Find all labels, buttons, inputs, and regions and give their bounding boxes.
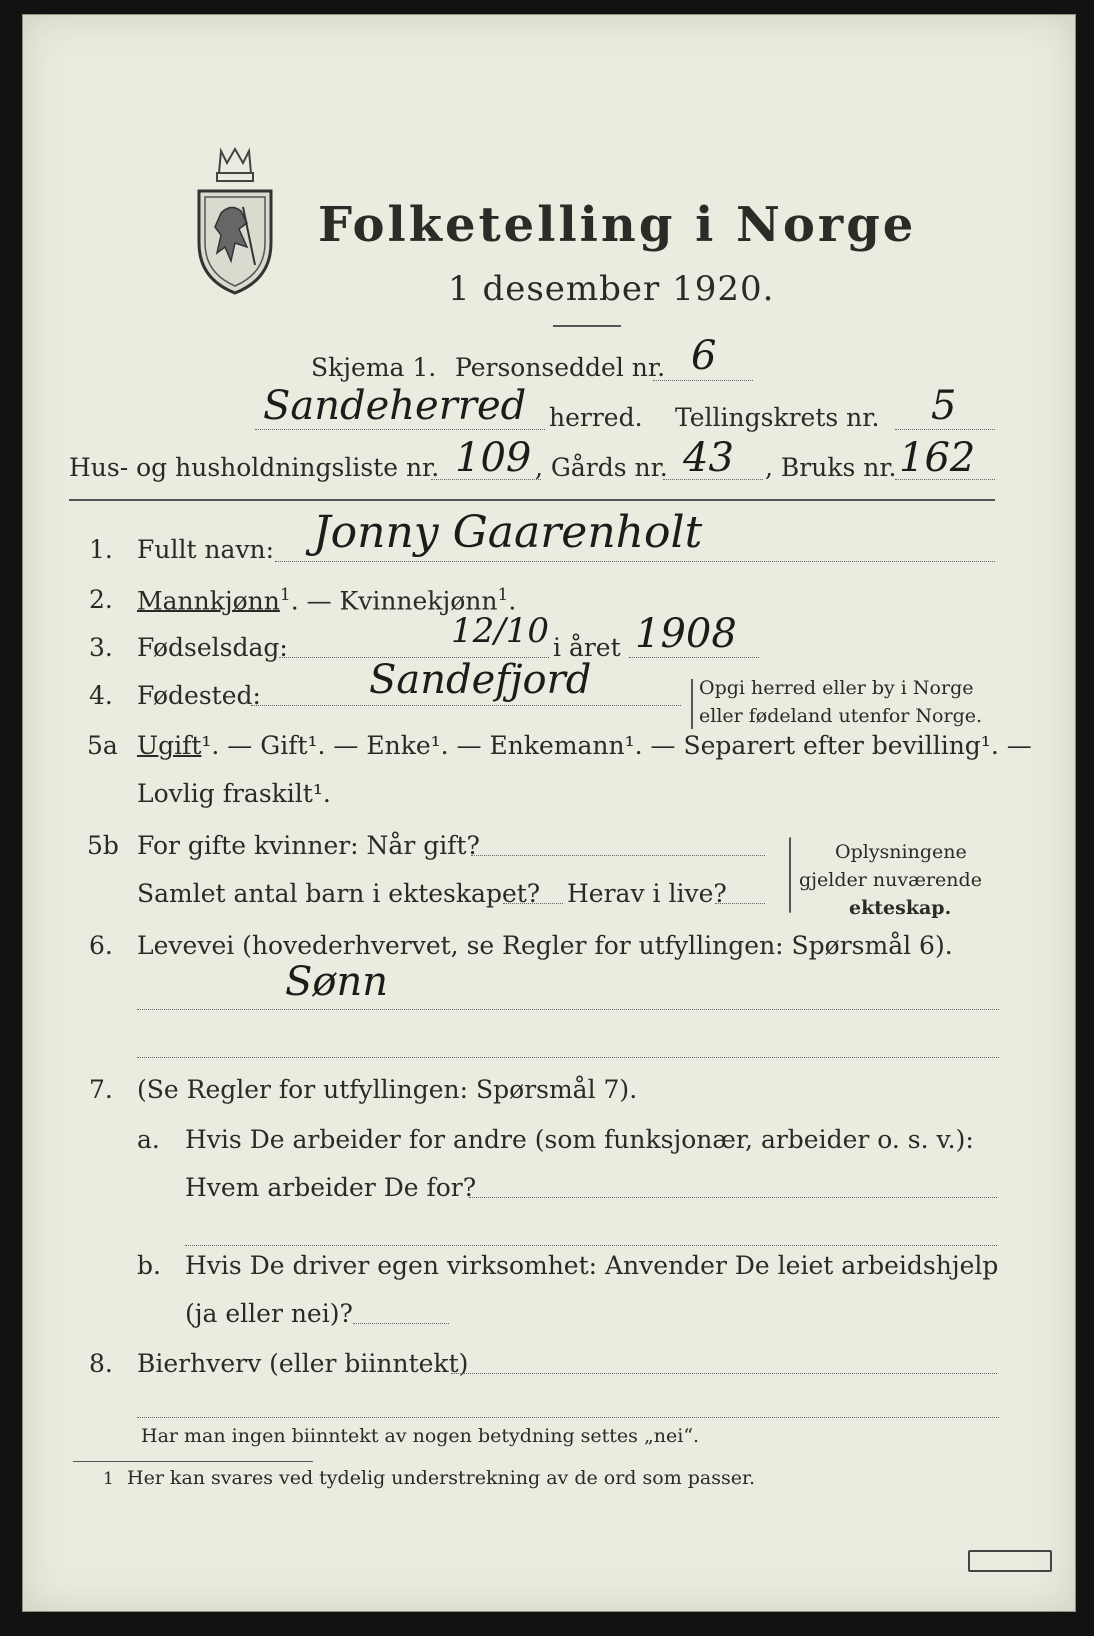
- q3-label: Fødselsdag:: [137, 633, 288, 662]
- q6-label: Levevei (hovederhvervet, se Regler for utfyllingen: Spørsmål 6).: [137, 931, 953, 960]
- q5a-options: [137, 731, 1032, 760]
- side-income-field-line2[interactable]: [137, 1417, 999, 1418]
- bruks-label: , Bruks nr.: [765, 453, 897, 482]
- q5b-number: 5b: [87, 831, 119, 860]
- birth-day-value[interactable]: 12/10: [451, 611, 549, 651]
- q6-number: 6.: [89, 931, 113, 960]
- aaret-label: i året: [553, 633, 621, 662]
- bruks-value[interactable]: 162: [899, 435, 976, 481]
- gaards-value[interactable]: 43: [683, 435, 734, 481]
- tellingskrets-value[interactable]: 5: [931, 383, 957, 429]
- q7b-line2: (ja eller nei)?: [185, 1299, 353, 1328]
- hus-value[interactable]: 109: [455, 435, 532, 481]
- footnote-number: 1: [103, 1469, 114, 1489]
- herred-label: herred.: [549, 403, 643, 432]
- side-income-field[interactable]: [451, 1373, 997, 1374]
- q8-number: 8.: [89, 1349, 113, 1378]
- birthplace-value[interactable]: Sandefjord: [369, 657, 592, 703]
- q1-number: 1.: [89, 535, 113, 564]
- coat-of-arms-icon: [191, 143, 279, 295]
- employer-field-line2[interactable]: [185, 1245, 997, 1246]
- q1-label: Fullt navn:: [137, 535, 275, 564]
- q7-number: 7.: [89, 1075, 113, 1104]
- q2-number: 2.: [89, 585, 113, 614]
- form-title: Folketelling i Norge: [318, 197, 917, 253]
- q5b-children-label: Samlet antal barn i ekteskapet?: [137, 879, 541, 908]
- birthplace-note-2: eller fødeland utenfor Norge.: [699, 705, 983, 727]
- personseddel-value[interactable]: 6: [691, 333, 717, 379]
- form-date: 1 desember 1920.: [448, 269, 775, 309]
- header-divider: [69, 499, 995, 501]
- occupation-extra-line[interactable]: [137, 1057, 999, 1058]
- birthplace-note-1: Opgi herred eller by i Norge: [699, 677, 974, 699]
- q7b-line1: Hvis De driver egen virksomhet: Anvender De leiet arbeidshjelp: [185, 1251, 999, 1280]
- option-lovlig-fraskilt[interactable]: Lovlig fraskilt¹.: [137, 779, 331, 808]
- q7b-number: b.: [137, 1251, 161, 1280]
- q3-number: 3.: [89, 633, 113, 662]
- q7-label: (Se Regler for utfyllingen: Spørsmål 7).: [137, 1075, 638, 1104]
- employer-field[interactable]: [469, 1197, 997, 1198]
- printer-stamp: [968, 1550, 1052, 1572]
- q8-label: Bierhverv (eller biinntekt): [137, 1349, 469, 1378]
- children-count-field[interactable]: [503, 903, 563, 904]
- occupation-value[interactable]: Sønn: [285, 959, 389, 1005]
- q2-options: Mannkjønn$^1$. — Kvinnekjønn$^1$.: [137, 585, 517, 616]
- married-date-field[interactable]: [471, 855, 765, 856]
- q4-number: 4.: [89, 681, 113, 710]
- title-divider: [553, 325, 621, 327]
- hired-help-field[interactable]: [353, 1323, 449, 1324]
- tellingskrets-label: Tellingskrets nr.: [675, 403, 880, 432]
- option-kvinnekjonn[interactable]: Kvinnekjønn: [339, 586, 498, 616]
- q7a-number: a.: [137, 1125, 160, 1154]
- q7a-line2: Hvem arbeider De for?: [185, 1173, 477, 1202]
- full-name-value[interactable]: Jonny Gaarenholt: [313, 507, 703, 558]
- footer-note: Har man ingen biinntekt av nogen betydning settes „nei“.: [141, 1425, 700, 1447]
- option-mannkjonn[interactable]: Mannkjønn: [137, 586, 280, 616]
- q5b-note-3: ekteskap.: [849, 897, 952, 919]
- birth-year-value[interactable]: 1908: [635, 611, 737, 657]
- herred-value[interactable]: Sandeherred: [263, 383, 527, 429]
- q5b-married-label: For gifte kvinner: Når gift?: [137, 831, 480, 860]
- personseddel-label: Personseddel nr.: [455, 353, 666, 382]
- hus-label: Hus- og husholdningsliste nr.: [69, 453, 440, 482]
- q4-label: Fødested:: [137, 681, 261, 710]
- children-alive-field[interactable]: [715, 903, 765, 904]
- schema-label: Skjema 1.: [311, 353, 437, 382]
- gaards-label: , Gårds nr.: [535, 453, 668, 482]
- q5b-alive-label: Herav i live?: [567, 879, 727, 908]
- q5b-note-2: gjelder nuværende: [799, 869, 982, 891]
- option-ugift[interactable]: Ugift: [137, 731, 202, 760]
- footnote-text: Her kan svares ved tydelig understrekning av de ord som passer.: [127, 1467, 756, 1489]
- census-form-paper: [22, 14, 1076, 1612]
- q7a-line1: Hvis De arbeider for andre (som funksjonær, arbeider o. s. v.):: [185, 1125, 974, 1154]
- q5a-other-options[interactable]: ¹. — Gift¹. — Enke¹. — Enkemann¹. — Separert efter bevilling¹. —: [201, 731, 1032, 760]
- q5b-note-1: Oplysningene: [835, 841, 967, 863]
- q5a-number: 5a: [87, 731, 118, 760]
